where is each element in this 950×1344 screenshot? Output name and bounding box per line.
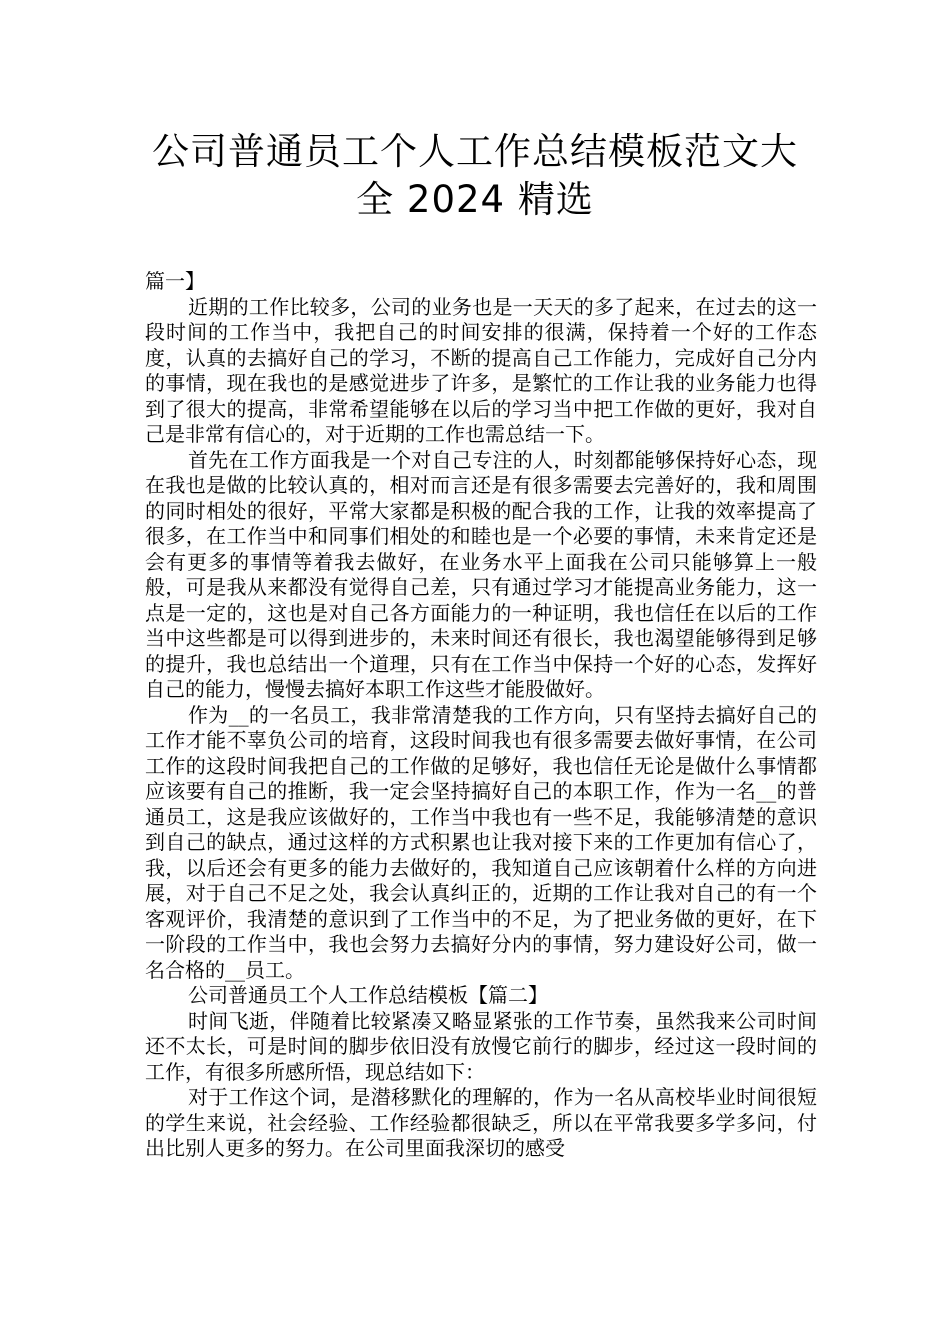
paragraph: 对于工作这个词，是潜移默化的理解的，作为一名从高校毕业时间很短的学生来说，社会经验、工作经验都很缺乏，所以在平常我要多学多问，付出比别人更多的努力。在公司里面我深切的感受 xyxy=(145,1085,817,1160)
paragraph: 时间飞逝，伴随着比较紧凑又略显紧张的工作节奏，虽然我来公司时间还不太长，可是时间的脚步依旧没有放慢它前行的脚步，经过这一段时间的工作，有很多所感所悟，现总结如下： xyxy=(145,1008,817,1084)
document-title xyxy=(120,128,830,224)
document-body xyxy=(145,269,817,1162)
paragraph: 首先在工作方面我是一个对自己专注的人，时刻都能够保持好心态，现在我也是做的比较认真的，相对而言还是有很多需要去完善好的，我和周围的同时相处的很好，平常大家都是积极的配合我的工作，让我的效率提高了很多，在工作当中和同事们相处的和睦也是一个必要的事情，未来肯定还是会有更多的事情等着我去做好，在业务水平上面我在公司只能够算上一般般，可是我从来都没有觉得自己差，只有通过学习才能提高业务能力，这一点是一定的，这也是对自己各方面能力的一种证明，我也信任在以后的工作当中这些都是可以得到进步的，未来时间还有很长，我也渴望能够得到足够的提升，我也总结出一个道理，只有在工作当中保持一个好的心态，发挥好自己的能力，慢慢去搞好本职工作这些才能股做好。 xyxy=(145,447,817,701)
paragraph: 作为__的一名员工，我非常清楚我的工作方向，只有坚持去搞好自己的工作才能不辜负公司的培育，这段时间我也有很多需要去做好事情，在公司工作的这段时间我把自己的工作做的足够好，我也信任无论是做什么事情都应该要有自己的推断，我一定会坚持搞好自己的本职工作，作为一名__的普通员工，这是我应该做好的，工作当中我也有一些不足，我能够清楚的意识到自己的缺点，通过这样的方式积累也让我对接下来的工作更加有信心了，我，以后还会有更多的能力去做好的，我知道自己应该朝着什么样的方向进展，对于自己不足之处，我会认真纠正的，近期的工作让我对自己的有一个客观评价，我清楚的意识到了工作当中的不足，为了把业务做的更好，在下一阶段的工作当中，我也会努力去搞好分内的事情，努力建设好公司，做一名合格的__员工。 xyxy=(145,702,817,982)
section-heading-2: 公司普通员工个人工作总结模板【篇二】 xyxy=(188,983,548,1007)
paragraph: 近期的工作比较多，公司的业务也是一天天的多了起来，在过去的这一段时间的工作当中，我把自己的时间安排的很满，保持着一个好的工作态度，认真的去搞好自己的学习，不断的提高自己工作能力，完成好自己分内的事情，现在我也的是感觉进步了许多，是繁忙的工作让我的业务能力也得到了很大的提高，非常希望能够在以后的学习当中把工作做的更好，我对自己是非常有信心的，对于近期的工作也需总结一下。 xyxy=(145,294,817,446)
title-line-2: 全 2024 精选 xyxy=(356,178,594,221)
title-line-1: 公司普通员工个人工作总结模板范文大 xyxy=(152,130,798,173)
section-heading-1: 篇一】 xyxy=(145,269,205,293)
